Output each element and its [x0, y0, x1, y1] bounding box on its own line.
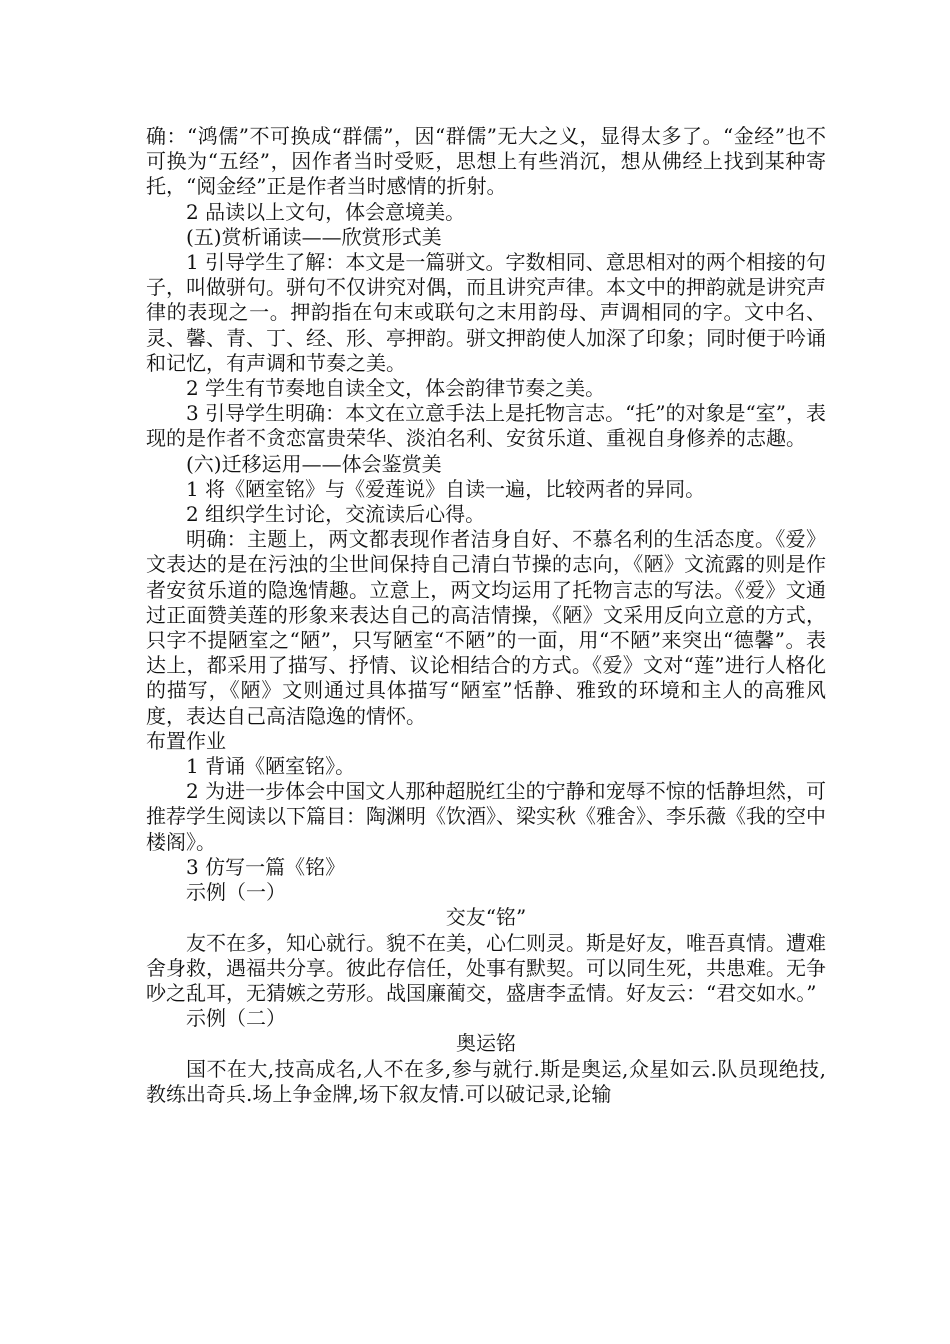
document-page — [146, 124, 826, 1107]
heading-homework: 布置作业 — [146, 728, 226, 753]
paragraph-step-2-savor: 2 品读以上文句，体会意境美。 — [186, 199, 466, 224]
section-heading-6: (六)迁移运用——体会鉴赏美 — [186, 451, 442, 476]
paragraph-discussion: 2 组织学生讨论，交流读后心得。 — [186, 502, 486, 527]
paragraph-parallel-prose: 1 引导学生了解：本文是一篇骈文。字数相同、意思相对的两个相接的句子，叫做骈句。骈句不仅讲究对偶，而且讲究声律。本文中的押韵就是讲究声律的表现之一。押韵指在句末或联句之末用韵母、声调相同的字。文中名、灵、馨、青、丁、经、形、亭押韵。骈文押韵使人加深了印象；同时便于吟诵和记忆，有声调和节奏之美。 — [146, 250, 826, 375]
homework-item-1: 1 背诵《陋室铭》。 — [186, 754, 356, 779]
homework-item-3: 3 仿写一篇《铭》 — [186, 854, 346, 879]
example-title-1: 交友“铭” — [445, 905, 527, 930]
homework-item-2: 2 为进一步体会中国文人那种超脱红尘的宁静和宠辱不惊的恬静坦然，可推荐学生阅读以下篇目：陶渊明《饮酒》、梁实秋《雅舍》、李乐薇《我的空中楼阁》。 — [146, 779, 826, 854]
paragraph-clarify: 明确：主题上，两文都表现作者洁身自好、不慕名利的生活态度。《爱》文表达的是在污浊的尘世间保持自己清白节操的志向，《陋》文流露的则是作者安贫乐道的隐逸情趣。立意上，两文均运用了托物言志的写法。《爱》文通过正面赞美莲的形象来表达自己的高洁情操，《陋》文采用反向立意的方式，只字不提陋室之“陋”，只写陋室“不陋”的一面，用“不陋”来突出“德馨”。表达上，都采用了描写、抒情、议论相结合的方式。《爱》文对“莲”进行人格化的描写，《陋》文则通过具体描写“陋室”恬静、雅致的环境和主人的高雅风度，表达自己高洁隐逸的情怀。 — [146, 527, 826, 728]
example-body-1: 友不在多，知心就行。貌不在美，心仁则灵。斯是好友，唯吾真情。遭难舍身救，遇福共分享。彼此存信任，处事有默契。可以同生死，共患难。无争吵之乱耳，无猜嫉之劳形。战国廉蔺交，盛唐李孟情。好友云：“君交如水。” — [146, 930, 826, 1005]
example-body-2: 国不在大,技高成名,人不在多,参与就行.斯是奥运,众星如云.队员现绝技,教练出奇兵.场上争金牌,场下叙友情.可以破记录,论输 — [146, 1056, 826, 1106]
example-label-2: 示例（二） — [186, 1006, 286, 1031]
paragraph-rhythm-reading: 2 学生有节奏地自读全文，体会韵律节奏之美。 — [186, 376, 606, 401]
example-label-1: 示例（一） — [186, 880, 286, 905]
paragraph-metaphor: 3 引导学生明确：本文在立意手法上是托物言志。“托”的对象是“室”，表现的是作者不贪恋富贵荣华、淡泊名利、安贫乐道、重视自身修养的志趣。 — [146, 401, 826, 451]
paragraph-compare: 1 将《陋室铭》与《爱莲说》自读一遍，比较两者的异同。 — [186, 476, 706, 501]
example-title-2: 奥运铭 — [456, 1031, 516, 1056]
paragraph-explanation-end: 确：“鸿儒”不可换成“群儒”，因“群儒”无大之义，显得太多了。“金经”也不可换为“五经”，因作者当时受贬，思想上有些消沉，想从佛经上找到某种寄托，“阅金经”正是作者当时感情的折射。 — [146, 124, 826, 199]
section-heading-5: (五)赏析诵读——欣赏形式美 — [186, 224, 442, 249]
